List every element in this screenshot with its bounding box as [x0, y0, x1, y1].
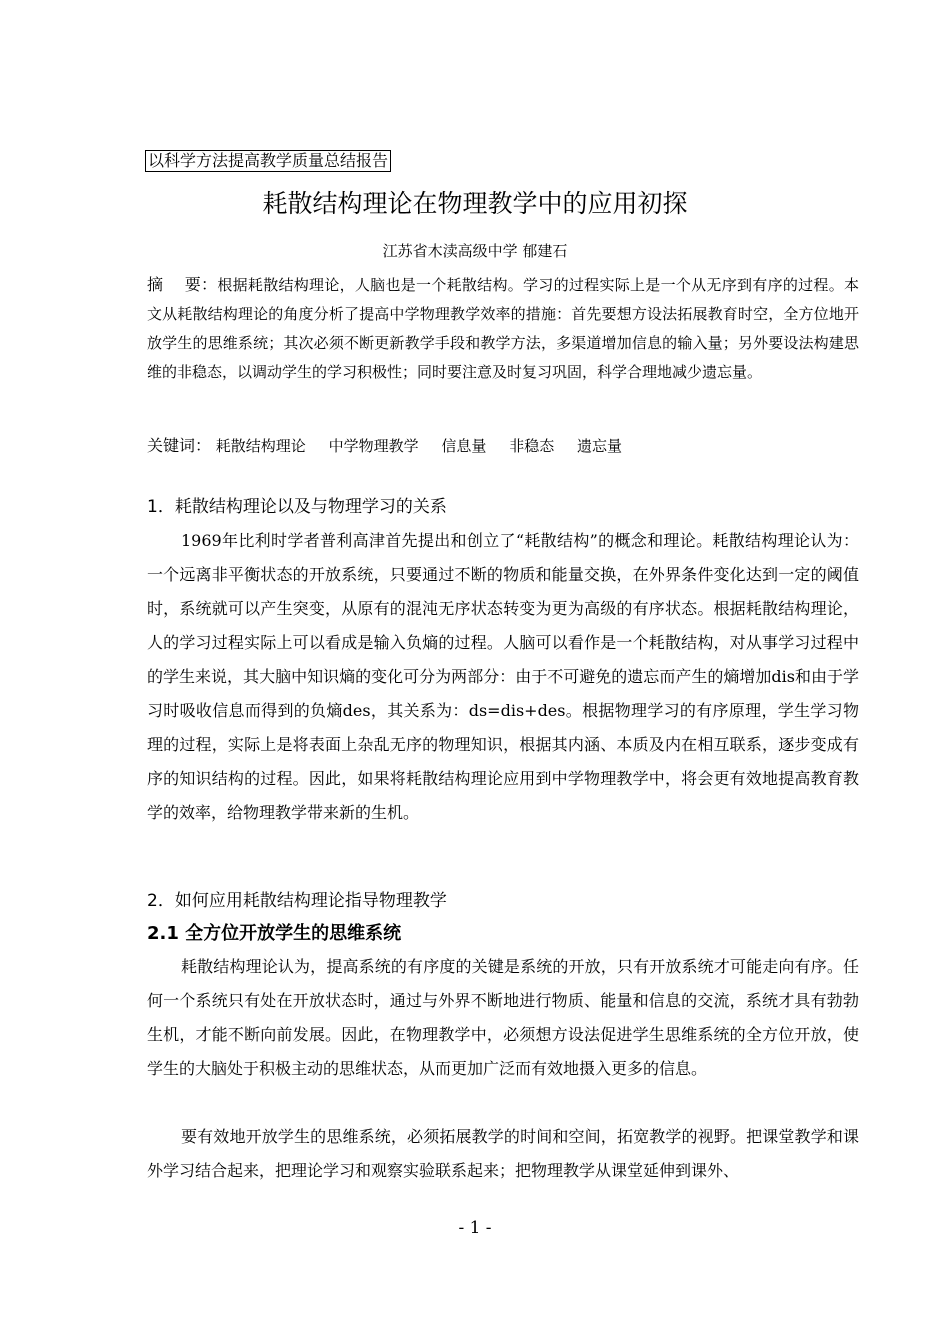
abstract-text: 根据耗散结构理论，人脑也是一个耗散结构。学习的过程实际上是一个从无序到有序的过程。本文从耗散结构理论的角度分析了提高中学物理教学效率的措施：首先要想方设法拓展教育时空，全方位地开放学生的思维系统；其次必须不断更新教学手段和教学方法，多渠道增加信息的输入量；另外要设法构建思维的非稳态，以调动学生的学习积极性；同时要注意及时复习巩固，科学合理地减少遗忘量。	[147, 276, 859, 381]
keyword-item: 耗散结构理论	[215, 437, 306, 455]
keyword-item: 非稳态	[509, 437, 555, 455]
document-title: 耗散结构理论在物理教学中的应用初探	[262, 189, 688, 218]
section-2-heading: 2．如何应用耗散结构理论指导物理教学	[147, 891, 447, 911]
section-2-1-paragraph-1	[147, 950, 859, 1086]
keywords-label: 关键词：	[147, 436, 212, 455]
report-header-box: 以科学方法提高教学质量总结报告	[145, 150, 391, 172]
abstract-label: 摘 要：	[147, 275, 218, 294]
keywords	[147, 432, 859, 460]
section-2-1-paragraph-2-text: 要有效地开放学生的思维系统，必须拓展教学的时间和空间，拓宽教学的视野。把课堂教学和课外学习结合起来，把理论学习和观察实验联系起来；把物理教学从课堂延伸到课外、	[147, 1127, 859, 1180]
section-1-heading: 1．耗散结构理论以及与物理学习的关系	[147, 497, 447, 517]
abstract	[147, 270, 859, 387]
section-1-paragraph	[147, 524, 859, 830]
keyword-item: 信息量	[441, 437, 487, 455]
author-line: 江苏省木渎高级中学 郁建石	[382, 242, 568, 260]
keyword-item: 中学物理教学	[328, 437, 419, 455]
section-2-1-paragraph-1-text: 耗散结构理论认为，提高系统的有序度的关键是系统的开放，只有开放系统才可能走向有序。任何一个系统只有处在开放状态时，通过与外界不断地进行物质、能量和信息的交流，系统才具有勃勃生机，才能不断向前发展。因此，在物理教学中，必须想方设法促进学生思维系统的全方位开放，使学生的大脑处于积极主动的思维状态，从而更加广泛而有效地摄入更多的信息。	[147, 957, 859, 1078]
page-number: - 1 -	[458, 1218, 492, 1238]
section-2-1-paragraph-2	[147, 1120, 859, 1188]
keyword-item: 遗忘量	[576, 437, 622, 455]
section-1-paragraph-text: 1969年比利时学者普利高津首先提出和创立了“耗散结构”的概念和理论。耗散结构理论认为：一个远离非平衡状态的开放系统，只要通过不断的物质和能量交换，在外界条件变化达到一定的阈值时，系统就可以产生突变，从原有的混沌无序状态转变为更为高级的有序状态。根据耗散结构理论，人的学习过程实际上可以看成是输入负熵的过程。人脑可以看作是一个耗散结构，对从事学习过程中的学生来说，其大脑中知识熵的变化可分为两部分：由于不可避免的遗忘而产生的熵增加dis和由于学习时吸收信息而得到的负熵des，其关系为：ds=dis+des。根据物理学习的有序原理，学生学习物理的过程，实际上是将表面上杂乱无序的物理知识，根据其内涵、本质及内在相互联系，逐步变成有序的知识结构的过程。因此，如果将耗散结构理论应用到中学物理教学中，将会更有效地提高教育教学的效率，给物理教学带来新的生机。	[147, 531, 859, 822]
section-2-1-heading: 2.1 全方位开放学生的思维系统	[147, 923, 402, 944]
